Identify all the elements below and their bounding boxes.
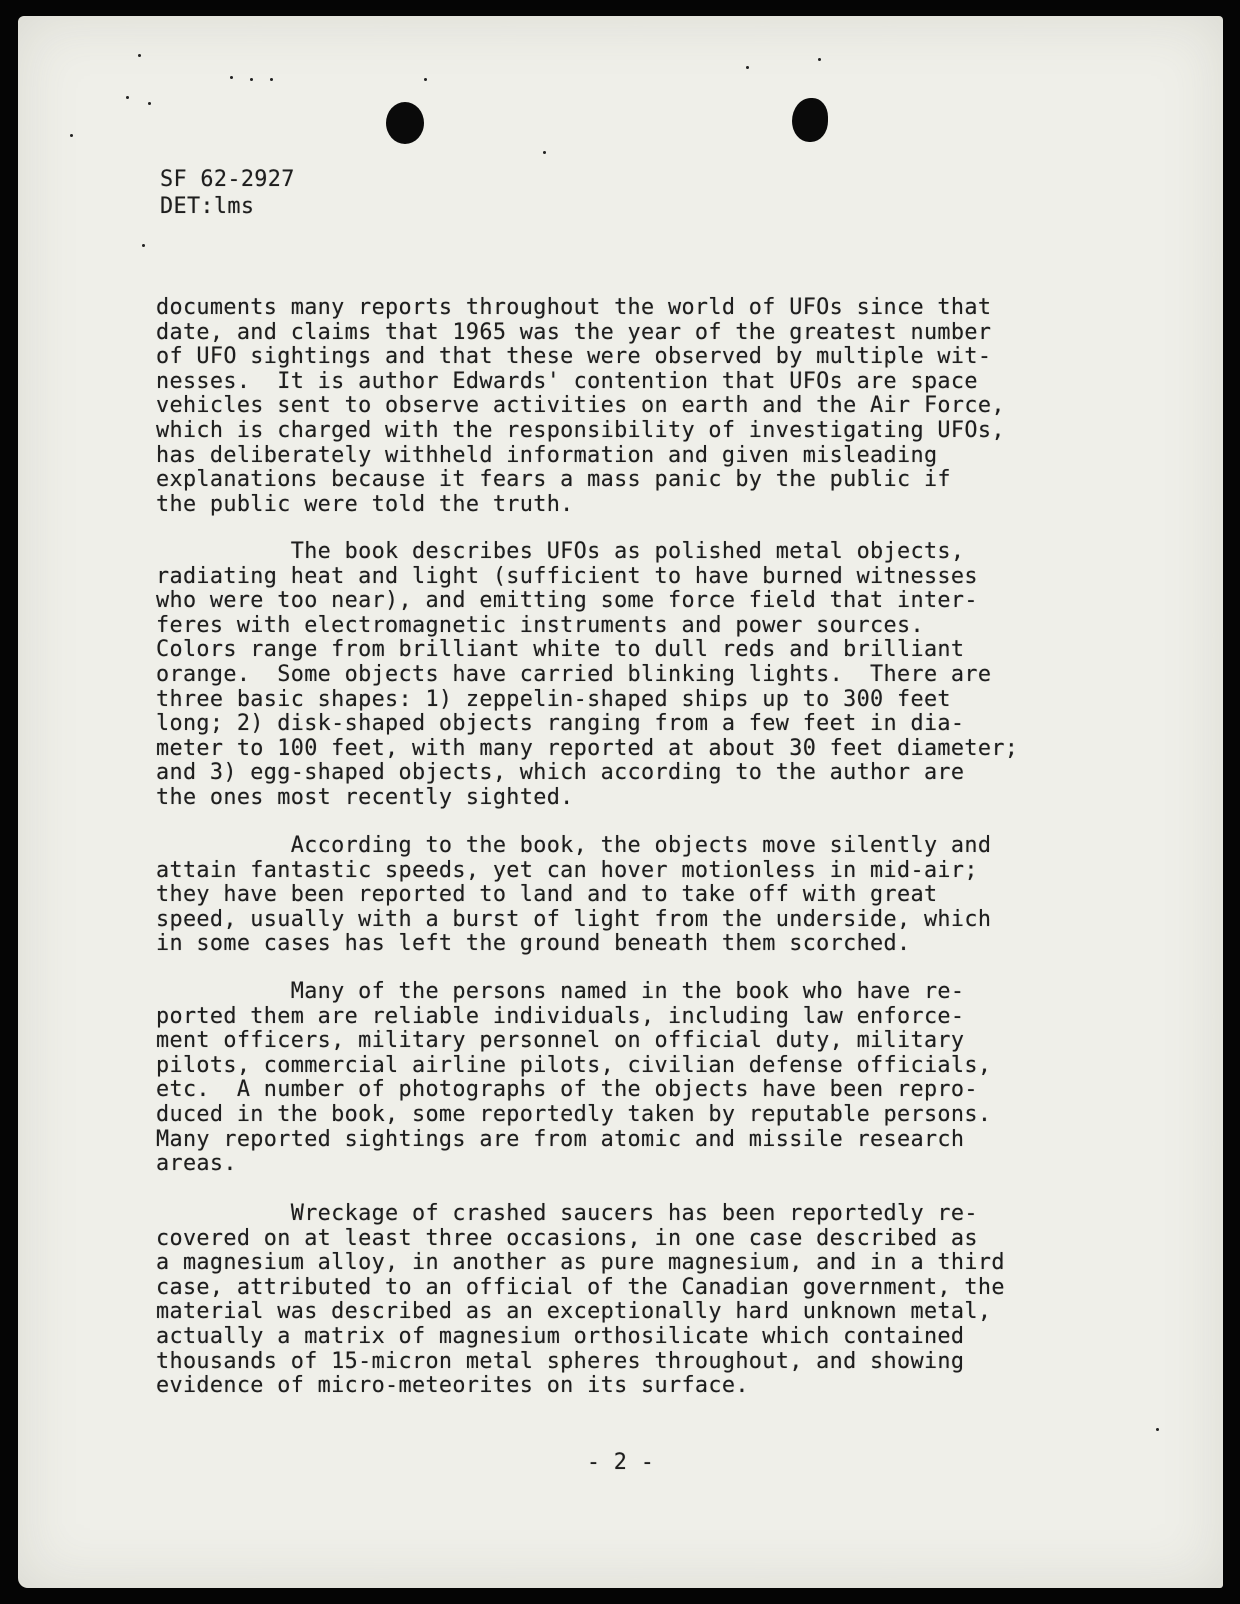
paragraph-line: meter to 100 feet, with many reported at about 30 feet diameter; — [156, 735, 1019, 761]
paragraph-line: of UFO sightings and that these were observed by multiple wit- — [156, 344, 992, 370]
paragraph-line: date, and claims that 1965 was the year of the greatest number — [156, 319, 992, 345]
reference-block — [160, 166, 295, 220]
dust-speck — [424, 78, 427, 81]
dust-speck — [250, 78, 253, 81]
paragraph-line: ment officers, military personnel on official duty, military — [156, 1028, 965, 1054]
page-number: - 2 - — [586, 1450, 655, 1475]
paragraph-line: According to the book, the objects move silently and — [156, 833, 992, 858]
paragraph-line: Many reported sightings are from atomic and missile research — [156, 1126, 965, 1152]
paragraph-line: which is charged with the responsibility of investigating UFOs, — [156, 417, 1005, 443]
paragraph-line: and 3) egg-shaped objects, which according to the author are — [156, 760, 965, 786]
paragraph-line: The book describes UFOs as polished metal objects, — [156, 539, 965, 564]
paragraph-line: Wreckage of crashed saucers has been reportedly re- — [156, 1201, 978, 1226]
paragraph-line: nesses. It is author Edwards' contention that UFOs are space — [156, 368, 978, 394]
dust-speck — [746, 66, 749, 69]
dust-speck — [230, 76, 233, 79]
paragraph-line: three basic shapes: 1) zeppelin-shaped ships up to 300 feet — [156, 686, 951, 712]
dust-speck — [543, 151, 546, 154]
paragraph-line: attain fantastic speeds, yet can hover motionless in mid-air; — [156, 857, 978, 883]
paragraph-line: a magnesium alloy, in another as pure magnesium, and in a third — [156, 1250, 1005, 1276]
paragraph-line: duced in the book, some reportedly taken by reputable persons. — [156, 1101, 992, 1127]
paragraph-line: explanations because it fears a mass panic by the public if — [156, 467, 951, 493]
paragraph-line: who were too near), and emitting some force field that inter- — [156, 588, 978, 614]
file-number: SF 62-2927 — [160, 167, 295, 192]
paragraph — [156, 296, 1116, 517]
paragraph-line: pilots, commercial airline pilots, civilian defense officials, — [156, 1052, 992, 1078]
paragraph-line: long; 2) disk-shaped objects ranging from a few feet in dia- — [156, 711, 965, 737]
paragraph — [156, 834, 1116, 957]
punch-hole-left — [386, 102, 424, 144]
paragraph-line: ported them are reliable individuals, including law enforce- — [156, 1003, 965, 1029]
dust-speck — [1156, 1428, 1159, 1431]
paragraph-line: case, attributed to an official of the Canadian government, the — [156, 1274, 1005, 1300]
paragraph-line: actually a matrix of magnesium orthosilicate which contained — [156, 1323, 965, 1349]
paragraph — [156, 1202, 1116, 1399]
paragraph-line: Many of the persons named in the book who have re- — [156, 979, 965, 1004]
paragraph-line: the ones most recently sighted. — [156, 784, 574, 810]
paragraph-line: feres with electromagnetic instruments and power sources. — [156, 612, 924, 638]
typist-initials: DET:lms — [160, 194, 255, 219]
dust-speck — [126, 96, 129, 99]
paragraph — [156, 540, 1116, 811]
paragraph-line: documents many reports throughout the world of UFOs since that — [156, 295, 992, 320]
dust-speck — [270, 78, 273, 81]
paragraph-line: speed, usually with a burst of light from the underside, which — [156, 906, 992, 932]
paragraph-line: thousands of 15-micron metal spheres throughout, and showing — [156, 1348, 965, 1374]
dust-speck — [142, 244, 145, 247]
paragraph-line: the public were told the truth. — [156, 491, 574, 517]
paragraph-line: material was described as an exceptionally hard unknown metal, — [156, 1299, 992, 1325]
paragraph-line: covered on at least three occasions, in one case described as — [156, 1225, 978, 1251]
paragraph-line: etc. A number of photographs of the objects have been repro- — [156, 1077, 978, 1103]
paragraph-line: they have been reported to land and to take off with great — [156, 882, 938, 908]
paper-sheet — [18, 16, 1223, 1588]
paragraph-line: Colors range from brilliant white to dull reds and brilliant — [156, 637, 965, 663]
paragraph-line: areas. — [156, 1151, 237, 1177]
paragraph — [156, 980, 1116, 1177]
paragraph-line: radiating heat and light (sufficient to have burned witnesses — [156, 563, 978, 589]
dust-speck — [70, 134, 73, 137]
paragraph-line: evidence of micro-meteorites on its surface. — [156, 1373, 749, 1399]
paragraph-line: in some cases has left the ground beneath them scorched. — [156, 931, 911, 957]
paragraph-line: orange. Some objects have carried blinking lights. There are — [156, 661, 992, 687]
dust-speck — [818, 58, 821, 61]
dust-speck — [138, 54, 141, 57]
dust-speck — [148, 102, 151, 105]
paragraph-line: vehicles sent to observe activities on earth and the Air Force, — [156, 393, 1005, 419]
paragraph-line: has deliberately withheld information and given misleading — [156, 442, 938, 468]
punch-hole-right — [792, 98, 828, 142]
